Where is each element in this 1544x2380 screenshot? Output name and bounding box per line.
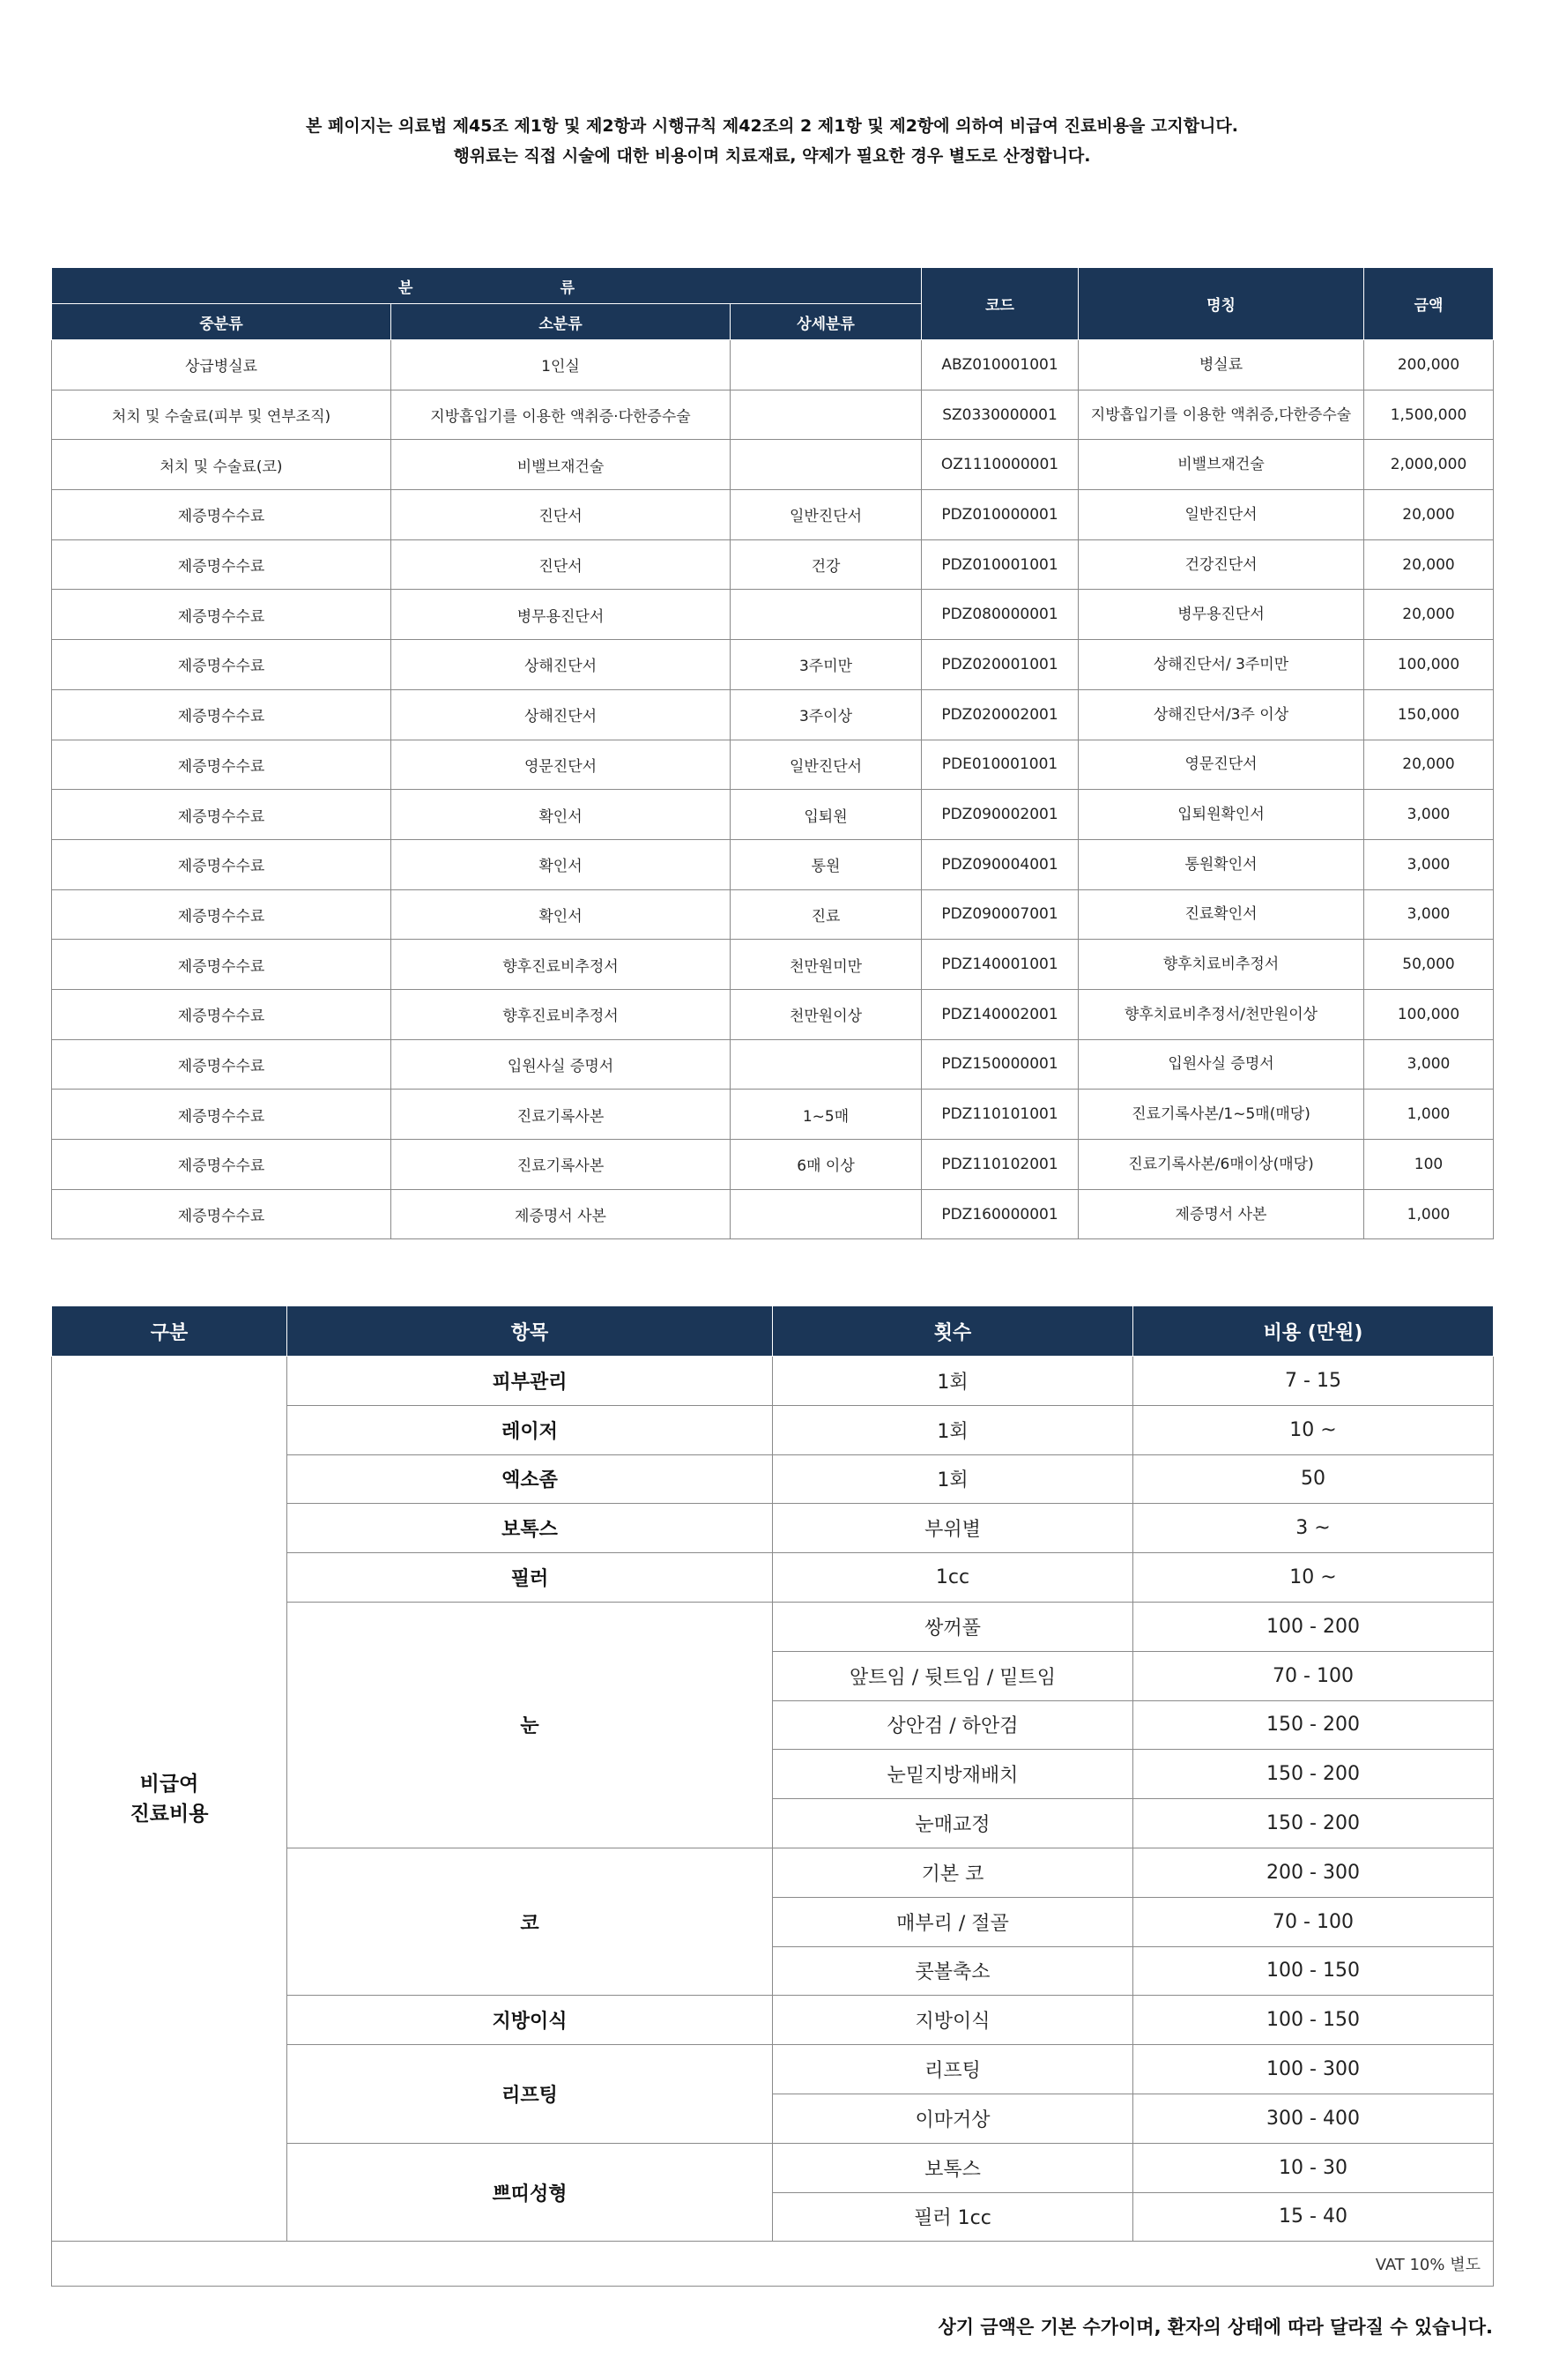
cell-middle: 제증명수수료 [52,689,391,740]
header-item: 항목 [287,1306,773,1357]
cell-middle: 제증명수수료 [52,539,391,590]
cell-code: PDZ110101001 [922,1090,1079,1140]
cell-amount: 50,000 [1364,940,1494,990]
cell-amount: 20,000 [1364,539,1494,590]
vat-note: VAT 10% 별도 [52,2242,1494,2287]
cell-name: 진료확인서 [1079,889,1364,940]
cell-detail: 일반진단서 [731,490,922,540]
cell-detail: 천만원이상 [731,989,922,1039]
item-cost: 100 - 150 [1133,1996,1494,2045]
item-cost: 10 - 30 [1133,2143,1494,2192]
cell-name: 상해진단서/3주 이상 [1079,689,1364,740]
cell-detail: 6매 이상 [731,1140,922,1190]
header-classification: 분 류 [52,268,922,304]
item-cost: 300 - 400 [1133,2094,1494,2143]
item-count: 필러 1cc [773,2192,1133,2242]
item-cost: 100 - 150 [1133,1946,1494,1996]
table-row [52,1090,1494,1140]
cell-middle: 제증명수수료 [52,490,391,540]
item-count: 보톡스 [773,2143,1133,2192]
category-label: 비급여 진료비용 [52,1357,287,2242]
item-count: 1회 [773,1405,1133,1454]
item-name: 눈 [287,1602,773,1848]
cell-name: 통원확인서 [1079,839,1364,889]
cell-code: PDE010001001 [922,740,1079,790]
table-row [52,1140,1494,1190]
cell-name: 병무용진단서 [1079,590,1364,640]
item-cost: 150 - 200 [1133,1799,1494,1848]
item-cost: 15 - 40 [1133,2192,1494,2242]
item-name: 쁘띠성형 [287,2143,773,2242]
item-cost: 10 ~ [1133,1553,1494,1603]
notice-line-1: 본 페이지는 의료법 제45조 제1항 및 제2항과 시행규칙 제42조의 2 제1항 및 제2항에 의하여 비급여 진료비용을 고지합니다. [306,116,1238,136]
cell-small: 영문진단서 [391,740,731,790]
cell-small: 병무용진단서 [391,590,731,640]
item-name: 엑소좀 [287,1454,773,1504]
item-count: 1회 [773,1357,1133,1406]
item-count: 부위별 [773,1504,1133,1553]
cell-small: 진단서 [391,490,731,540]
table-row [52,1357,1494,1406]
item-count: 앞트임 / 뒷트임 / 밑트임 [773,1651,1133,1700]
cell-detail: 천만원미만 [731,940,922,990]
cell-name: 일반진단서 [1079,490,1364,540]
price-table-body [52,1357,1494,2287]
header-detail: 상세분류 [731,304,922,340]
fee-table [51,267,1494,1239]
item-name: 지방이식 [287,1996,773,2045]
cell-code: PDZ110102001 [922,1140,1079,1190]
cell-small: 비밸브재건술 [391,440,731,490]
cell-middle: 제증명수수료 [52,989,391,1039]
table-row [52,640,1494,690]
cell-middle: 처치 및 수술료(코) [52,440,391,490]
item-count: 기본 코 [773,1848,1133,1897]
header-cost: 비용 (만원) [1133,1306,1494,1357]
table-row [52,340,1494,390]
cell-middle: 제증명수수료 [52,1090,391,1140]
item-cost: 70 - 100 [1133,1897,1494,1946]
item-name: 레이저 [287,1405,773,1454]
header-middle: 중분류 [52,304,391,340]
table-row [52,689,1494,740]
header-code: 코드 [922,268,1079,340]
cell-small: 상해진단서 [391,640,731,690]
table-row [52,889,1494,940]
item-count: 콧볼축소 [773,1946,1133,1996]
table-row [52,590,1494,640]
cell-detail: 일반진단서 [731,740,922,790]
notice-line-2: 행위료는 직접 시술에 대한 비용이며 치료재료, 약제가 필요한 경우 별도로 산정합니다. [453,146,1091,166]
cell-name: 입원사실 증명서 [1079,1039,1364,1090]
cell-amount: 100,000 [1364,640,1494,690]
cell-name: 병실료 [1079,340,1364,390]
cell-name: 영문진단서 [1079,740,1364,790]
price-table [51,1305,1494,2287]
cell-code: PDZ090004001 [922,839,1079,889]
cell-detail: 3주이상 [731,689,922,740]
cell-detail [731,1039,922,1090]
cell-code: PDZ160000001 [922,1189,1079,1239]
header-amount: 금액 [1364,268,1494,340]
cell-code: PDZ020001001 [922,640,1079,690]
cell-detail: 3주미만 [731,640,922,690]
cell-small: 1인실 [391,340,731,390]
cell-middle: 제증명수수료 [52,839,391,889]
cell-code: PDZ150000001 [922,1039,1079,1090]
cell-amount: 3,000 [1364,1039,1494,1090]
cell-name: 입퇴원확인서 [1079,790,1364,840]
table-row [52,839,1494,889]
cell-middle: 처치 및 수술료(피부 및 연부조직) [52,390,391,440]
cell-code: PDZ010001001 [922,539,1079,590]
cell-middle: 제증명수수료 [52,790,391,840]
cell-amount: 20,000 [1364,740,1494,790]
cell-amount: 200,000 [1364,340,1494,390]
cell-amount: 20,000 [1364,590,1494,640]
cell-code: PDZ090002001 [922,790,1079,840]
cell-name: 향후치료비추정서 [1079,940,1364,990]
cell-small: 확인서 [391,790,731,840]
cell-code: ABZ010001001 [922,340,1079,390]
fee-table-body [52,340,1494,1239]
cell-amount: 3,000 [1364,889,1494,940]
vat-row [52,2242,1494,2287]
cell-amount: 3,000 [1364,839,1494,889]
cell-amount: 3,000 [1364,790,1494,840]
cell-middle: 제증명수수료 [52,590,391,640]
header-name: 명칭 [1079,268,1364,340]
header-count: 횟수 [773,1306,1133,1357]
item-count: 눈밑지방재배치 [773,1750,1133,1799]
cell-name: 제증명서 사본 [1079,1189,1364,1239]
cell-code: PDZ020002001 [922,689,1079,740]
table-row [52,490,1494,540]
cell-small: 향후진료비추정서 [391,940,731,990]
cell-name: 건강진단서 [1079,539,1364,590]
cell-name: 진료기록사본/6매이상(매당) [1079,1140,1364,1190]
cell-code: PDZ090007001 [922,889,1079,940]
cell-amount: 1,000 [1364,1090,1494,1140]
cell-code: PDZ140002001 [922,989,1079,1039]
cell-code: OZ1110000001 [922,440,1079,490]
cell-name: 진료기록사본/1~5매(매당) [1079,1090,1364,1140]
item-name: 보톡스 [287,1504,773,1553]
cell-amount: 1,500,000 [1364,390,1494,440]
cell-name: 지방흡입기를 이용한 액취증,다한증수술 [1079,390,1364,440]
cell-middle: 제증명수수료 [52,740,391,790]
cell-amount: 150,000 [1364,689,1494,740]
table-row [52,440,1494,490]
item-cost: 150 - 200 [1133,1750,1494,1799]
cell-amount: 100 [1364,1140,1494,1190]
cell-middle: 제증명수수료 [52,1140,391,1190]
cell-detail [731,1189,922,1239]
table-row [52,790,1494,840]
footer-note: 상기 금액은 기본 수가이며, 환자의 상태에 따라 달라질 수 있습니다. [938,2317,1493,2338]
cell-name: 비밸브재건술 [1079,440,1364,490]
item-name: 리프팅 [287,2045,773,2144]
table-row [52,1039,1494,1090]
cell-small: 진료기록사본 [391,1090,731,1140]
item-count: 매부리 / 절골 [773,1897,1133,1946]
item-name: 코 [287,1848,773,1995]
item-count: 쌍꺼풀 [773,1602,1133,1651]
cell-small: 확인서 [391,889,731,940]
table-row [52,740,1494,790]
cell-detail: 건강 [731,539,922,590]
cell-amount: 2,000,000 [1364,440,1494,490]
item-cost: 100 - 200 [1133,1602,1494,1651]
item-name: 피부관리 [287,1357,773,1406]
cell-detail [731,340,922,390]
cell-amount: 1,000 [1364,1189,1494,1239]
cell-small: 입원사실 증명서 [391,1039,731,1090]
item-cost: 150 - 200 [1133,1700,1494,1750]
cell-middle: 제증명수수료 [52,940,391,990]
item-cost: 10 ~ [1133,1405,1494,1454]
item-count: 지방이식 [773,1996,1133,2045]
cell-detail: 1~5매 [731,1090,922,1140]
cell-amount: 20,000 [1364,490,1494,540]
cell-middle: 상급병실료 [52,340,391,390]
cell-small: 제증명서 사본 [391,1189,731,1239]
cell-detail: 통원 [731,839,922,889]
item-name: 필러 [287,1553,773,1603]
table-row [52,539,1494,590]
table-row [52,940,1494,990]
cell-detail [731,590,922,640]
cell-small: 상해진단서 [391,689,731,740]
table-row [52,989,1494,1039]
item-cost: 7 - 15 [1133,1357,1494,1406]
item-cost: 200 - 300 [1133,1848,1494,1897]
cell-detail [731,440,922,490]
cell-code: PDZ140001001 [922,940,1079,990]
item-count: 이마거상 [773,2094,1133,2143]
cell-middle: 제증명수수료 [52,640,391,690]
cell-small: 향후진료비추정서 [391,989,731,1039]
item-count: 상안검 / 하안검 [773,1700,1133,1750]
header-category: 구분 [52,1306,287,1357]
cell-small: 지방흡입기를 이용한 액취증·다한증수술 [391,390,731,440]
cell-detail [731,390,922,440]
cell-detail: 입퇴원 [731,790,922,840]
cell-amount: 100,000 [1364,989,1494,1039]
cell-middle: 제증명수수료 [52,1039,391,1090]
item-cost: 50 [1133,1454,1494,1504]
item-cost: 100 - 300 [1133,2045,1494,2094]
table-row [52,1189,1494,1239]
cell-middle: 제증명수수료 [52,889,391,940]
header-small: 소분류 [391,304,731,340]
cell-small: 진단서 [391,539,731,590]
cell-code: SZ0330000001 [922,390,1079,440]
cell-name: 향후치료비추정서/천만원이상 [1079,989,1364,1039]
cell-small: 진료기록사본 [391,1140,731,1190]
cell-code: PDZ010000001 [922,490,1079,540]
table-row [52,390,1494,440]
item-count: 눈매교정 [773,1799,1133,1848]
cell-detail: 진료 [731,889,922,940]
item-count: 리프팅 [773,2045,1133,2094]
item-count: 1cc [773,1553,1133,1603]
cell-name: 상해진단서/ 3주미만 [1079,640,1364,690]
cell-middle: 제증명수수료 [52,1189,391,1239]
cell-small: 확인서 [391,839,731,889]
item-cost: 3 ~ [1133,1504,1494,1553]
cell-code: PDZ080000001 [922,590,1079,640]
item-count: 1회 [773,1454,1133,1504]
item-cost: 70 - 100 [1133,1651,1494,1700]
